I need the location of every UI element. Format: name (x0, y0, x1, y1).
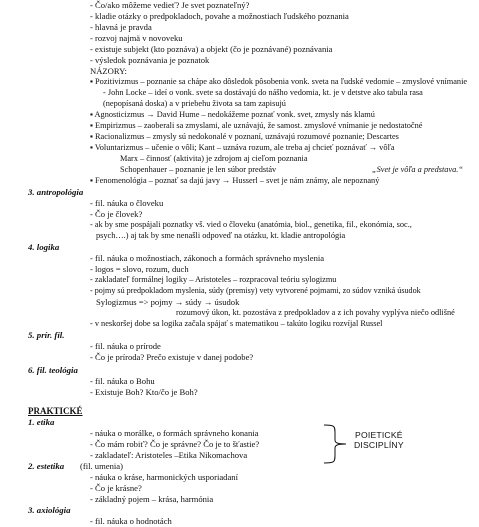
text-line: - pojmy sú predpokladom myslenia, súdy (premisy) vety vytvorené pojmami, zo súdov vzniká úsudok (90, 286, 421, 295)
text-line: (nepopísaná doska) a v priebehu života sa tam zapisujú (103, 99, 286, 108)
bullet-item: ▪ Pozitivizmus – poznanie sa chápe ako dôsledok pôsobenia vonk. sveta na ľudské vedomie – zmyslové vnímanie (90, 77, 468, 86)
text-line: - fil. náuka o prírode (90, 341, 161, 351)
text-line: - náuka o kráse, harmonických usporiadaní (90, 472, 238, 482)
text-line: - fil. náuka o možnostiach, zákonoch a formách správneho myslenia (90, 253, 325, 263)
text-line: rozumový úkon, kt. pozostáva z predpokladov a z ich povahy vyplýva niečo odlišné (176, 308, 455, 317)
section-heading: 1. etika (28, 417, 55, 427)
quote: „Svet je vôľa a predstava.“ (372, 165, 463, 174)
text-line: - fil. náuka o hodnotách (90, 516, 172, 526)
poietic-label-line: DISCIPLÍNY (354, 440, 404, 450)
section-subheading: NÁZORY: (90, 66, 127, 76)
text-line: psych….) aj tak by sme nenašli odpoveď na otázku, kt. kladie antropológia (96, 231, 346, 240)
text-line: - Existuje Boh? Kto/čo je Boh? (90, 387, 198, 397)
text-line: - ak by sme pospájali poznatky vš. vied o človeku (anatómia, biol., genetika, fil., ekonómia, soc., (90, 220, 412, 229)
text-line: - výsledok poznávania je poznatok (90, 55, 210, 65)
text-line: - fil. náuka o Bohu (90, 376, 155, 386)
bullet-item: ▪ Fenomenológia – poznať sa dajú javy → Husserl – svet je nám známy, ale nepoznaný (90, 176, 380, 185)
text-line: - John Locke – ideí o vonk. svete sa dostávajú do nášho vedomia, kt. je v detstve ako tabula rasa (103, 88, 423, 97)
text-line: - existuje subjekt (kto poznáva) a objekt (čo je poznávané) poznávania (90, 44, 333, 54)
bullet-item: ▪ Agnosticizmus → David Hume – nedokážeme poznať vonk. svet, zmysly nás klamú (90, 110, 375, 119)
section-heading: 3. antropológia (28, 187, 84, 197)
curly-brace-icon (322, 424, 352, 464)
text-line: - Čo mám robiť? Čo je správne? Čo je to šťastie? (90, 439, 260, 449)
text-line: - logos = slovo, rozum, duch (90, 264, 189, 274)
text-line: - zakladateľ formálnej logiky – Aristoteles – rozpracoval teóriu sylogizmu (90, 275, 337, 284)
part-heading: PRAKTICKÉ (28, 406, 83, 416)
text-line: - Čo je krásne? (90, 483, 142, 493)
text-line: - rozvoj najmä v novoveku (90, 33, 183, 43)
poietic-label-line: POIETICKÉ (355, 430, 403, 440)
section-heading: 6. fil. teológia (28, 365, 78, 375)
section-heading: 4. logika (28, 242, 60, 252)
text-line: - základný pojem – krása, harmónia (90, 494, 214, 504)
text-line: - Čo je človek? (90, 209, 143, 219)
text-line: Marx – činnosť (aktivita) je zdrojom aj cieľom poznania (120, 154, 308, 163)
text-line: - kladie otázky o predpokladoch, povahe a možnostiach ľudského poznania (90, 11, 349, 21)
text-line: - hlavná je pravda (90, 22, 152, 32)
bullet-item: ▪ Racionalizmus – zmysly sú nedokonalé v poznaní, uznávajú rozumové poznanie; Descartes (90, 132, 399, 141)
bullet-item: ▪ Empirizmus – zaoberali sa zmyslami, ale uznávajú, že samost. zmyslové vnímanie je nedostatočné (90, 121, 423, 130)
text-line: Sylogizmus => pojmy → súdy → úsudok (96, 297, 240, 307)
text-line: Schopenhauer – poznanie je len súbor predstáv (120, 165, 277, 174)
text-line: - fil. náuka o človeku (90, 198, 164, 208)
text-line: - náuka o morálke, o formách správneho konania (90, 428, 259, 438)
section-heading: 3. axiológia (28, 505, 71, 515)
section-heading: 5. prír. fil. (28, 330, 65, 340)
poietic-disciplines-label (354, 430, 404, 450)
text-line: - Čo je príroda? Prečo existuje v danej podobe? (90, 352, 254, 362)
text-line: - Čo/ako môžeme vedieť? Je svet poznateľný? (90, 0, 250, 10)
text-line: - zakladateľ: Aristoteles –Etika Nikomachova (90, 450, 248, 460)
bullet-item: ▪ Voluntarizmus – učenie o vôli; Kant – uznáva rozum, ale treba aj chcieť poznávať → vôľa (90, 143, 395, 152)
text-line: (fil. umenia) (80, 461, 123, 471)
section-heading: 2. estetika (28, 461, 65, 471)
text-line: - v neskoršej dobe sa logika začala spájať s matematikou – takúto logiku rozvíjal Russel (90, 319, 383, 328)
